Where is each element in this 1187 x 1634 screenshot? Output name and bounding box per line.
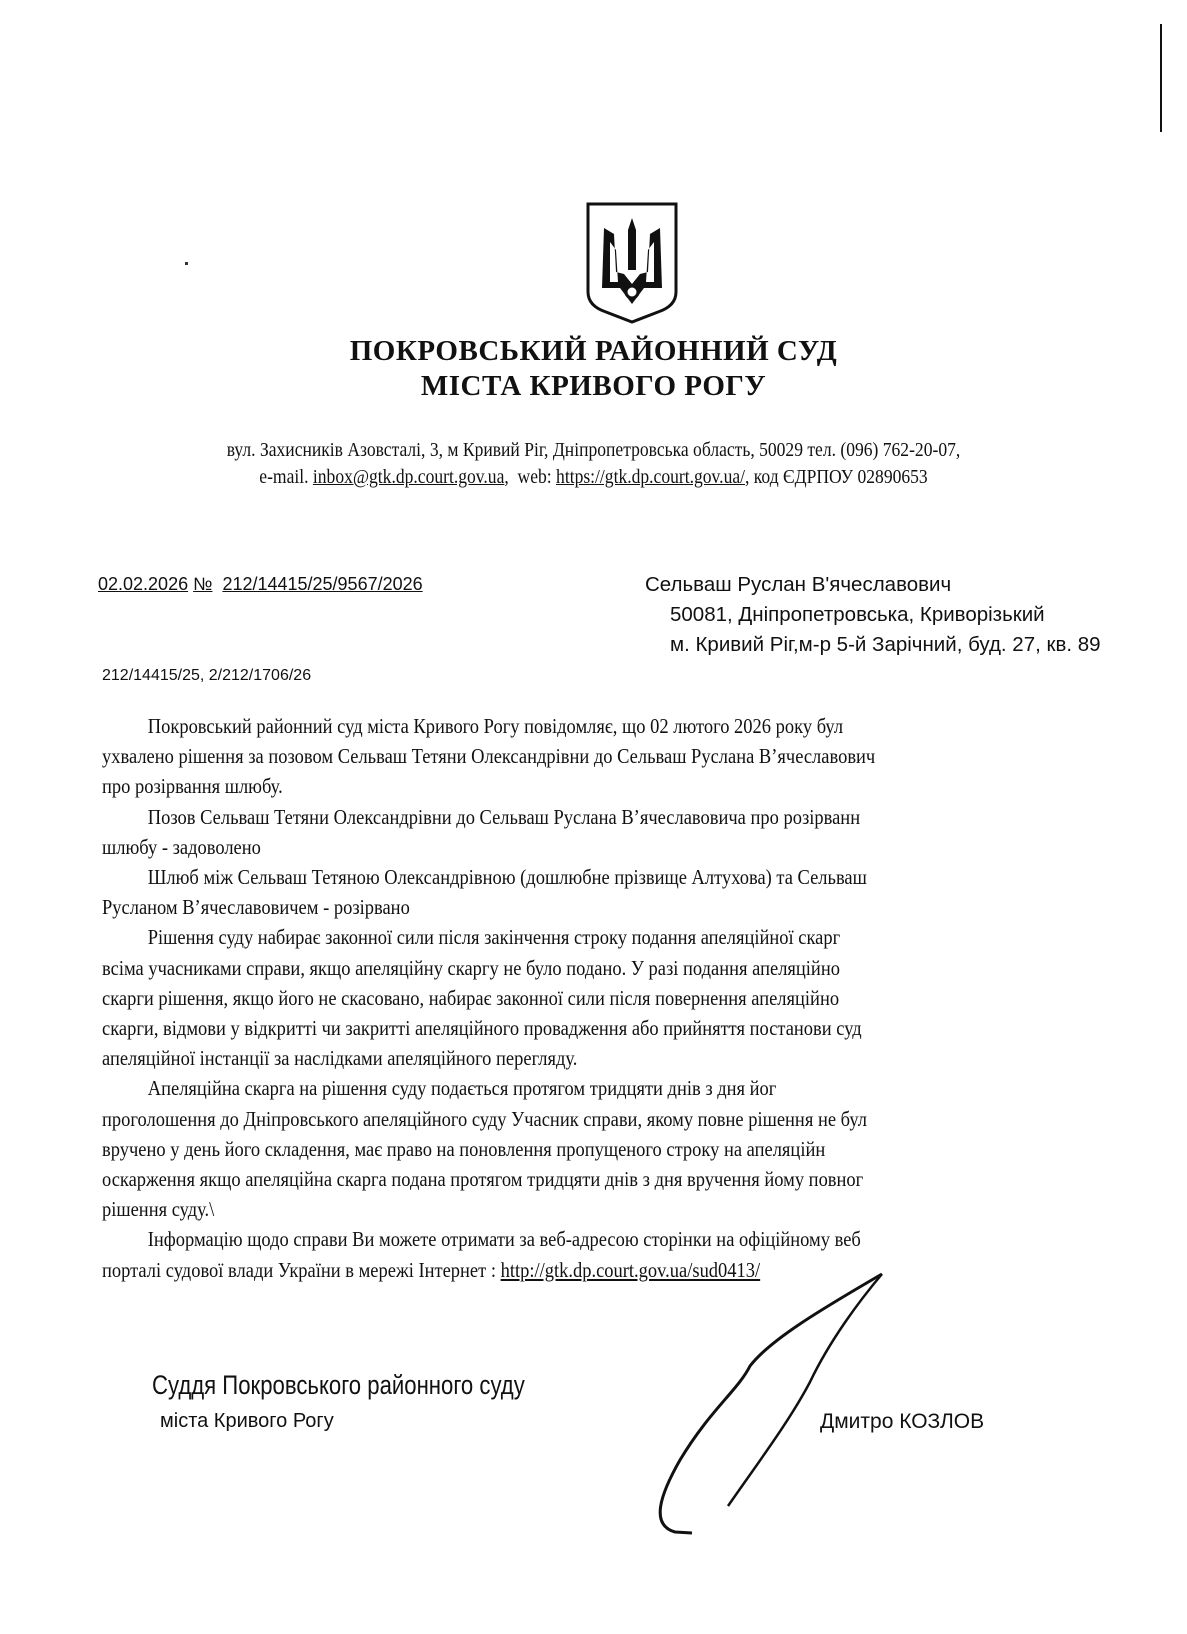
- body-line: Позов Сельваш Тетяни Олександрівни до Сельваш Руслана В’ячеславовича про розірванн: [147, 804, 861, 829]
- outgoing-number: 212/14415/25/9567/2026: [222, 574, 423, 594]
- body-line: проголошення до Дніпровського апеляційного суду Учасник справи, якому повне рішення не бул: [102, 1106, 868, 1131]
- email-link[interactable]: inbox@gtk.dp.court.gov.ua: [312, 467, 505, 488]
- court-name-line2: МІСТА КРИВОГО РОГУ: [420, 370, 767, 402]
- portal-text: порталі судової влади України в мережі Інтернет :: [102, 1257, 501, 1282]
- scan-speck: [185, 262, 188, 265]
- body-line: Русланом В’ячеславовичем - розірвано: [102, 895, 410, 920]
- body-line: Покровський районний суд міста Кривого Рогу повідомляє, що 02 лютого 2026 року бул: [147, 714, 844, 738]
- signatory-title-line1: Суддя Покровського районного суду: [152, 1370, 525, 1400]
- outgoing-date: 02.02.2026: [98, 574, 189, 594]
- body-line: скарги, відмови у відкритті чи закритті апеляційного провадження або прийняття постанови суд: [102, 1016, 862, 1041]
- web-label: web:: [517, 467, 552, 488]
- body-line-with-link: [102, 1255, 1132, 1285]
- court-contacts: e-mail. inbox@gtk.dp.court.gov.ua, web: https://gtk.dp.court.gov.ua/, код ЄДРПОУ 02890653: [259, 467, 928, 488]
- body-line: всіма учасниками справи, якщо апеляційну скаргу не було подано. У разі подання апеляційно: [102, 955, 840, 980]
- body-line: Рішення суду набирає законної сили після закінчення строку подання апеляційної скарг: [147, 925, 841, 950]
- body-line: апеляційної інстанції за наслідками апеляційного перегляду.: [102, 1046, 578, 1071]
- scan-artifact-line: [1160, 24, 1162, 132]
- body-line: рішення суду.\: [102, 1197, 215, 1222]
- web-link[interactable]: https://gtk.dp.court.gov.ua/: [556, 467, 746, 488]
- body-line: скарги рішення, якщо його не скасовано, набирає законної сили після повернення апеляційно: [102, 985, 840, 1010]
- body-line: Інформацію щодо справи Ви можете отримати за веб-адресою сторінки на офіційному веб: [147, 1227, 861, 1252]
- signatory-name: Дмитро КОЗЛОВ: [820, 1410, 985, 1433]
- court-name-line1: ПОКРОВСЬКИЙ РАЙОННИЙ СУД: [349, 335, 838, 367]
- signatory-title-line2: міста Кривого Рогу: [160, 1410, 334, 1432]
- case-info-link[interactable]: http://gtk.dp.court.gov.ua/sud0413/: [500, 1257, 761, 1282]
- body-line: оскарження якщо апеляційна скарга подана протягом тридцяти днів з дня вручення йому повног: [102, 1167, 864, 1192]
- body-line: вручено у день його складення, має право на поновлення пропущеного строку на апеляційн: [102, 1136, 826, 1161]
- outgoing-number-label: №: [193, 574, 213, 594]
- coat-of-arms-icon: [584, 200, 680, 326]
- body-line: Шлюб між Сельваш Тетяною Олександрівною (дошлюбне прізвище Алтухова) та Сельваш: [147, 865, 867, 890]
- recipient-block: [645, 570, 1101, 660]
- edrpou-code: код ЄДРПОУ 02890653: [753, 467, 928, 488]
- email-label: e-mail.: [259, 467, 309, 488]
- letter-body: [102, 711, 1132, 1285]
- court-address: вул. Захисників Азовсталі, 3, м Кривий Ріг, Дніпропетровська область, 50029 тел. (096) 762-20-07,: [226, 440, 961, 461]
- handwritten-signature: [620, 1270, 960, 1550]
- recipient-address-line2: м. Кривий Ріг,м-р 5-й Зарічний, буд. 27, кв. 89: [670, 633, 1101, 656]
- case-numbers: 212/14415/25, 2/212/1706/26: [102, 667, 312, 684]
- body-line: про розірвання шлюбу.: [102, 774, 283, 799]
- body-line: ухвалено рішення за позовом Сельваш Тетяни Олександрівни до Сельваш Руслана В’ячеславович: [102, 744, 876, 769]
- body-line: шлюбу - задоволено: [102, 834, 261, 859]
- recipient-address-line1: 50081, Дніпропетровська, Криворізький: [670, 603, 1045, 626]
- outgoing-reference: [98, 574, 423, 595]
- recipient-name: Сельваш Руслан В'ячеславович: [645, 573, 952, 596]
- body-line: Апеляційна скарга на рішення суду подається протягом тридцяти днів з дня йог: [147, 1076, 777, 1101]
